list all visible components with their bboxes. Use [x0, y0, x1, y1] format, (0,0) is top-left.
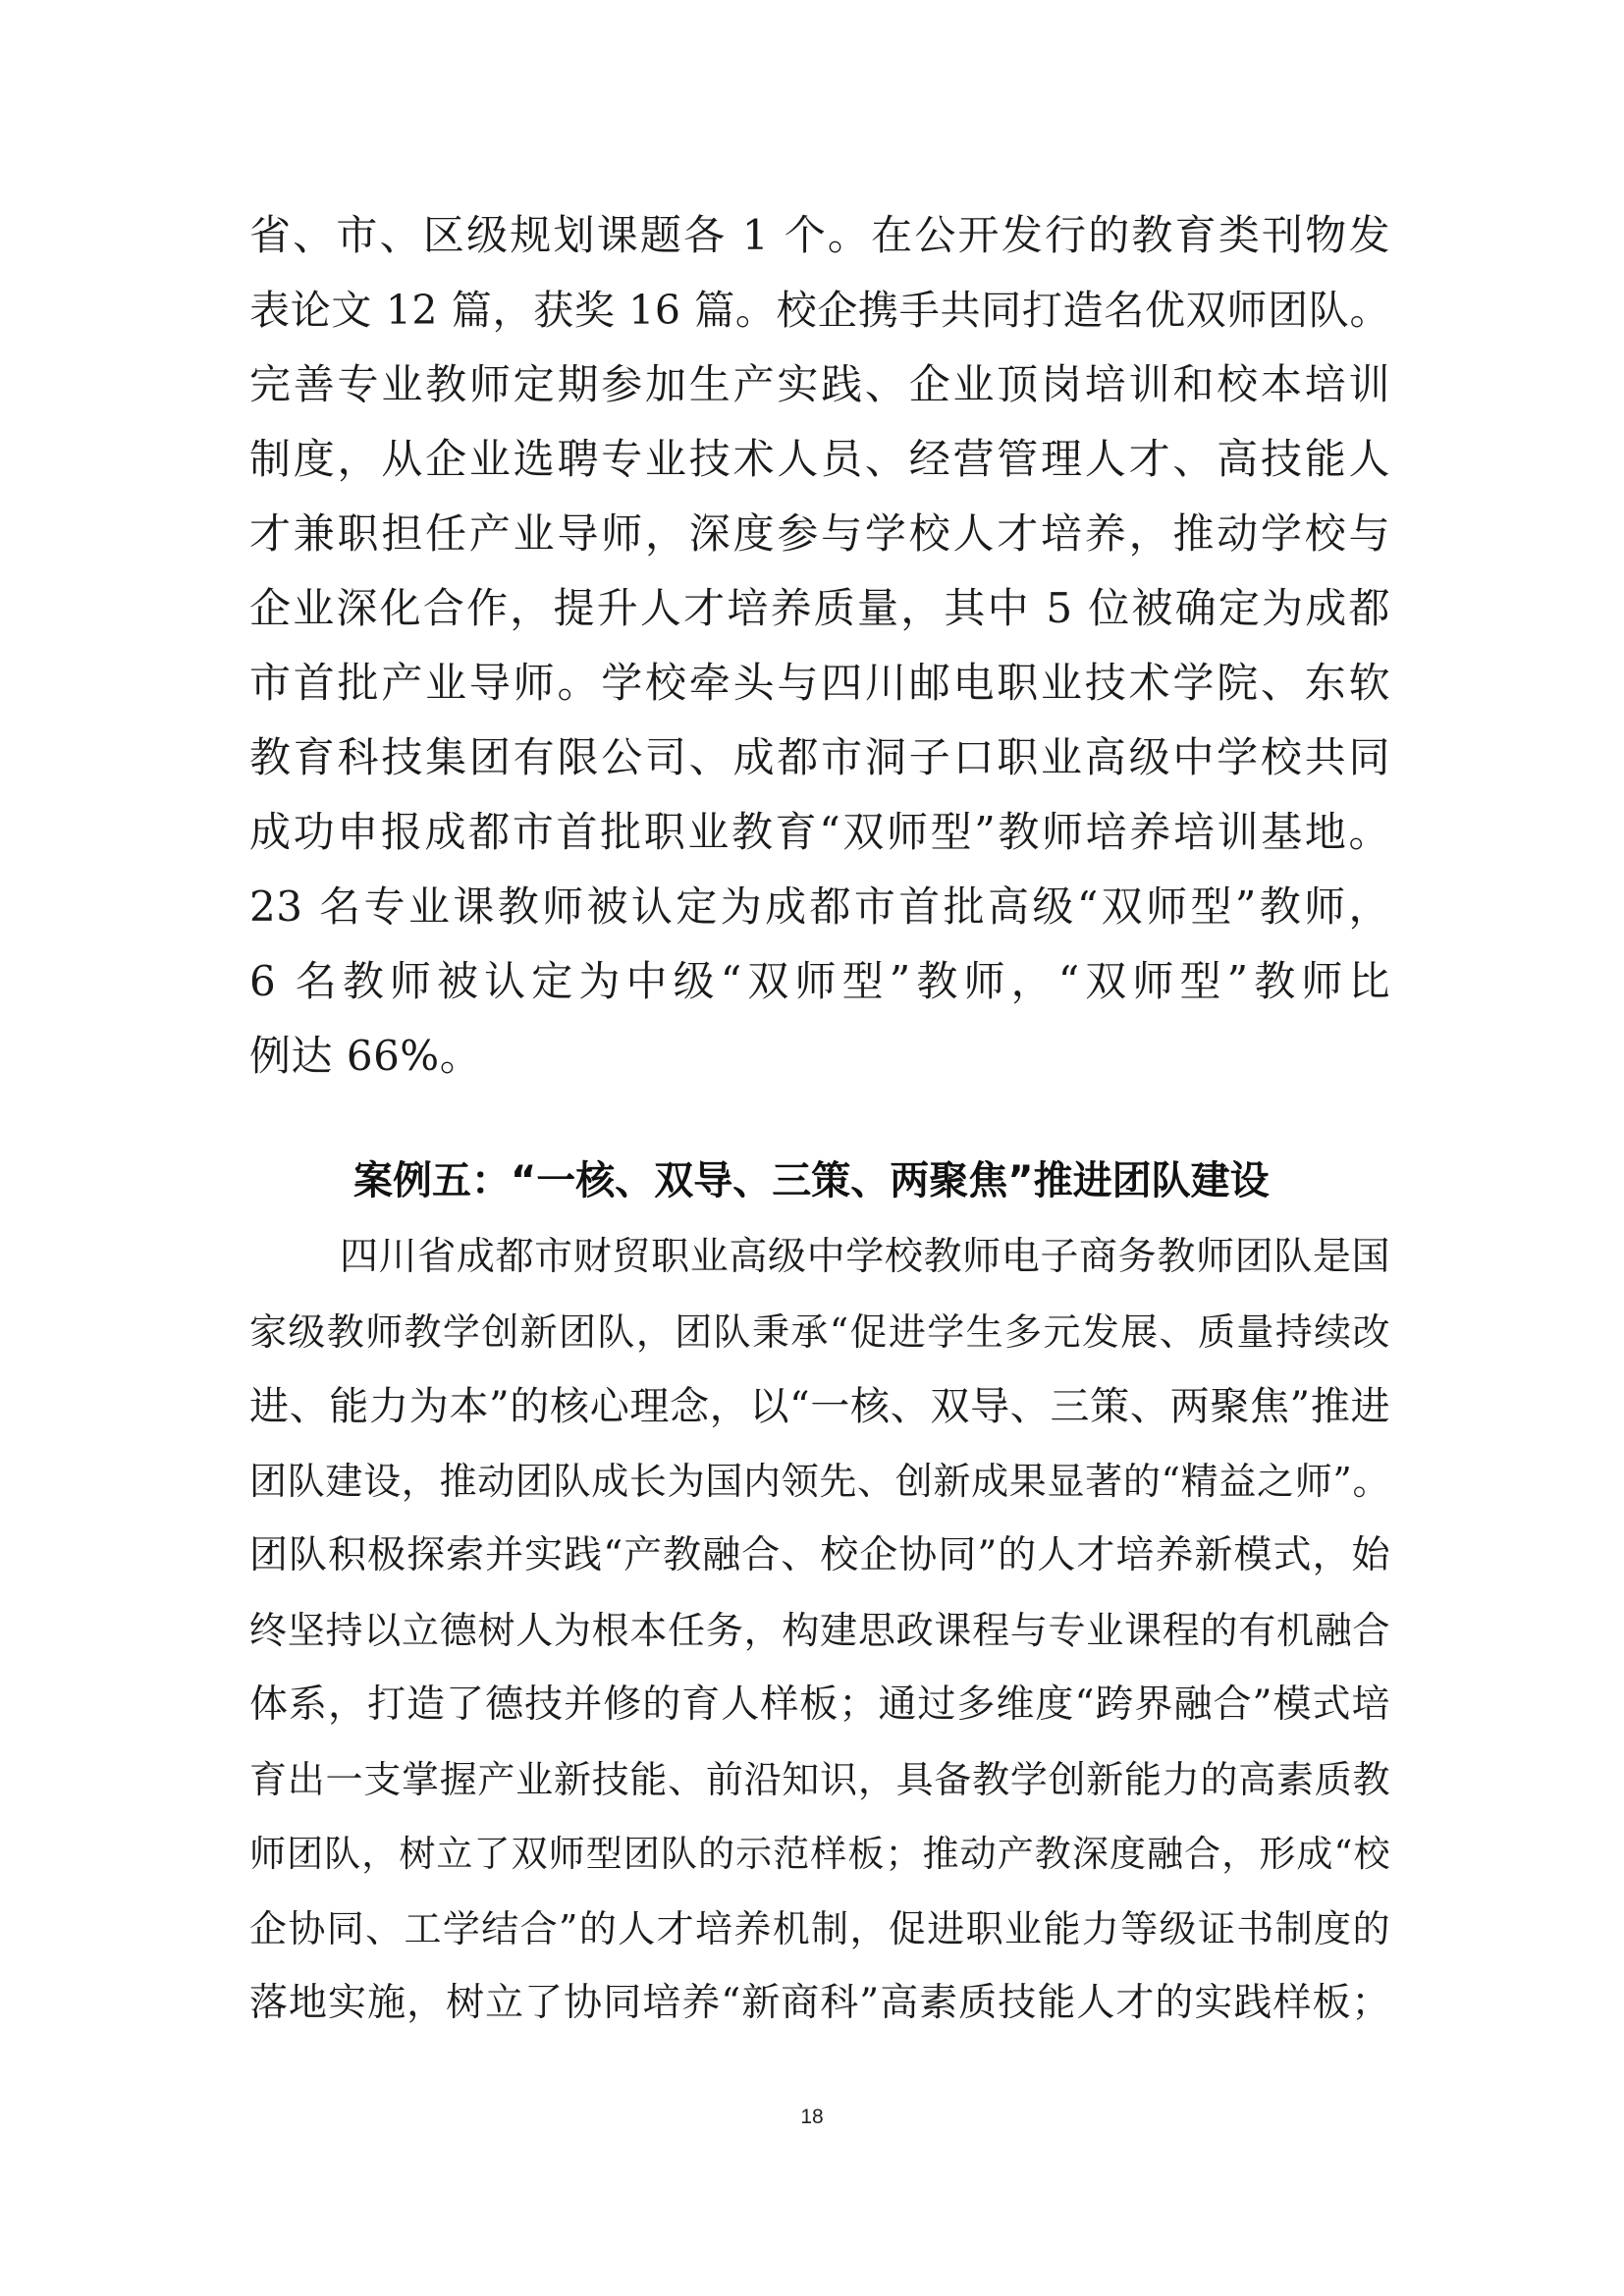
paragraph-line: 团队积极探索并实践“产教融合、校企协同”的人才培养新模式，始 [249, 1533, 1390, 1577]
paragraph-line: 表论文 12 篇，获奖 16 篇。校企携手共同打造名优双师团队。 [249, 287, 1390, 334]
paragraph-line: 团队建设，推动团队成长为国内领先、创新成果显著的“精益之师”。 [249, 1460, 1390, 1503]
paragraph-line: 企协同、工学结合”的人才培养机制，促进职业能力等级证书制度的 [249, 1907, 1390, 1950]
section-heading: 案例五：“一核、双导、三策、两聚焦”推进团队建设 [353, 1158, 1270, 1203]
paragraph-line: 成功申报成都市首批职业教育“双师型”教师培养培训基地。 [249, 808, 1390, 856]
page-number: 18 [800, 2106, 824, 2128]
paragraph-line: 四川省成都市财贸职业高级中学校教师电子商务教师团队是国 [340, 1235, 1390, 1279]
paragraph-line: 6 名教师被认定为中级“双师型”教师，“双师型”教师比 [249, 957, 1390, 1005]
paragraph-1 [249, 198, 1390, 1094]
paragraph-line: 市首批产业导师。学校牵头与四川邮电职业技术学院、东软 [249, 659, 1390, 707]
paragraph-line: 师团队，树立了双师型团队的示范样板；推动产教深度融合，形成“校 [249, 1833, 1390, 1875]
paragraph-line: 育出一支掌握产业新技能、前沿知识，具备教学创新能力的高素质教 [249, 1758, 1390, 1801]
paragraph-line: 教育科技集团有限公司、成都市洞子口职业高级中学校共同 [249, 733, 1390, 781]
paragraph-line: 体系，打造了德技并修的育人样板；通过多维度“跨界融合”模式培 [249, 1682, 1390, 1727]
paragraph-line: 家级教师教学创新团队，团队秉承“促进学生多元发展、质量持续改 [249, 1310, 1390, 1354]
paragraph-line: 才兼职担任产业导师，深度参与学校人才培养，推动学校与 [249, 509, 1390, 558]
paragraph-line: 落地实施，树立了协同培养“新商科”高素质技能人才的实践样板； [249, 1981, 1390, 2025]
paragraph-2 [249, 1220, 1390, 2041]
paragraph-line: 终坚持以立德树人为根本任务，构建思政课程与专业课程的有机融合 [249, 1609, 1390, 1652]
paragraph-line: 23 名专业课教师被认定为成都市首批高级“双师型”教师， [249, 882, 1390, 931]
paragraph-line: 省、市、区级规划课题各 1 个。在公开发行的教育类刊物发 [249, 211, 1390, 259]
paragraph-line: 例达 66%。 [249, 1032, 482, 1080]
paragraph-line: 完善专业教师定期参加生产实践、企业顶岗培训和校本培训 [249, 360, 1390, 408]
paragraph-line: 进、能力为本”的核心理念，以“一核、双导、三策、两聚焦”推进 [249, 1384, 1390, 1429]
paragraph-line: 企业深化合作，提升人才培养质量，其中 5 位被确定为成都 [249, 584, 1390, 632]
paragraph-line: 制度，从企业选聘专业技术人员、经营管理人才、高技能人 [249, 435, 1390, 483]
